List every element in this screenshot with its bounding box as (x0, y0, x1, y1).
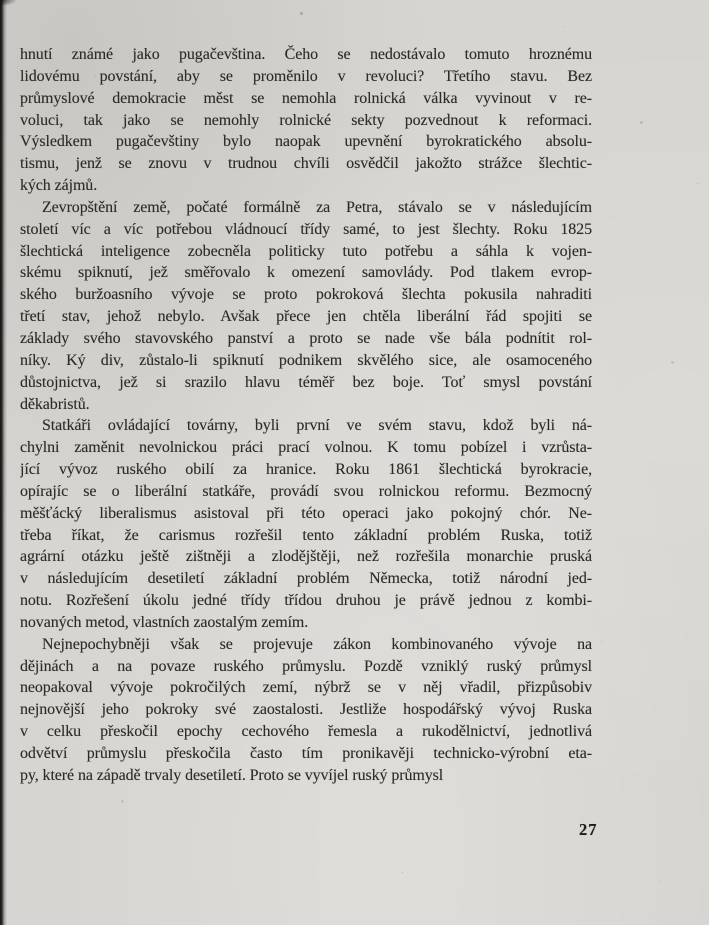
text-line: hnutí známé jako pugačevština. Čeho se nedostávalo tomuto hroznému (20, 46, 592, 63)
paragraph (20, 44, 592, 197)
text-line: odvětví průmyslu přeskočila často tím pronikavěji technicko-výrobní eta- (20, 745, 592, 762)
text-line: důstojnictva, jež si srazilo hlavu téměř bez boje. Toť smysl povstání (20, 373, 592, 391)
text-line: lidovému povstání, aby se proměnilo v revoluci? Třetího stavu. Bez (20, 67, 592, 85)
text-line: voluci, tak jako se nemohly rolnické sekty pozvednout k reformaci. (20, 111, 592, 129)
text-line: třeba říkat, že carismus rozřešil tento základní problém Ruska, totiž (20, 526, 592, 544)
text-line: průmyslové demokracie měst se nemohla rolnická válka vyvinout v re- (20, 89, 592, 107)
text-line: v celku přeskočil epochy cechového řemesla a rukodělnictví, jednotlivá (20, 723, 592, 741)
text-line: dějinách a na povaze ruského průmyslu. Pozdě vzniklý ruský průmysl (20, 657, 592, 675)
text-line: století víc a víc potřebou vládnoucí třídy samé, to jest šlechty. Roku 1825 (20, 220, 592, 238)
text-line: Zevropštění země, počaté formálně za Petra, stávalo se v následujícím (42, 198, 592, 216)
text-line: nejnovější jeho pokroky své zaostalosti. Jestliže hospodářský vývoj Ruska (20, 701, 592, 719)
paragraph (20, 634, 592, 787)
page-number: 27 (579, 820, 598, 839)
text-line: Statkáři ovládající továrny, byli první ve svém stavu, kdož byli ná- (42, 417, 592, 435)
text-line: tismu, jenž se znovu v trudnou chvíli osvědčil jakožto strážce šlechtic- (20, 155, 592, 173)
text-line: v následujícím desetiletí základní problém Německa, totiž národní jed- (20, 570, 592, 588)
text-line: děkabristů. (20, 395, 90, 413)
text-line: skému spiknutí, jež směřovalo k omezení samovlády. Pod tlakem evrop- (20, 264, 592, 282)
paper-speckles (0, 0, 1, 1)
text-line: agrární otázku ještě zištněji a zlodějštěji, než rozřešila monarchie pruská (20, 548, 592, 566)
paragraph (20, 415, 592, 633)
text-line: opírajíc se o liberální statkáře, provádí svou rolnickou reformu. Bezmocný (20, 482, 592, 500)
text-line: novaných metod, vlastních zaostalým zemím. (20, 613, 309, 631)
text-line: notu. Rozřešení úkolu jedné třídy třídou druhou je právě jednou z kombi- (20, 592, 592, 610)
text-line: Nejnepochybněji však se projevuje zákon kombinovaného vývoje na (42, 635, 592, 653)
text-line: py, které na západě trvaly desetiletí. Proto se vyvíjel ruský průmysl (20, 766, 444, 784)
text-line: Výsledkem pugačevštiny bylo naopak upevnění byrokratického absolu- (20, 133, 592, 151)
scan-corner-mark (0, 0, 16, 6)
text-line: neopakoval vývoje pokročilých zemí, nýbrž se v něj vřadil, přizpůsobiv (20, 679, 592, 697)
paragraph (20, 197, 592, 415)
text-line: níky. Ký div, zůstalo-li spiknutí podnikem skvělého sice, ale osamoceného (20, 351, 592, 369)
text-line: ského buržoasního vývoje se proto pokroková šlechta pokusila nahraditi (20, 286, 592, 304)
text-line: jící vývoz ruského obilí za hranice. Roku 1861 šlechtická byrokracie, (20, 461, 592, 479)
text-line: chylni zaměnit nevolnickou práci prací volnou. K tomu pobízel i vzrůsta- (20, 439, 592, 457)
text-line: šlechtická inteligence zobecněla politicky tuto potřebu a sáhla k vojen- (20, 242, 592, 260)
text-line: měšťácký liberalismus asistoval při této operaci jako pokojný chór. Ne- (20, 504, 592, 522)
text-line: kých zájmů. (20, 177, 98, 195)
text-block (20, 44, 592, 787)
text-line: základy svého stavovského panství a proto se nade vše bála podnítit rol- (20, 329, 592, 347)
text-line: třetí stav, jehož nebylo. Avšak přece jen chtěla liberální řád spojiti se (20, 308, 592, 326)
scan-left-edge-shadow (0, 0, 7, 925)
